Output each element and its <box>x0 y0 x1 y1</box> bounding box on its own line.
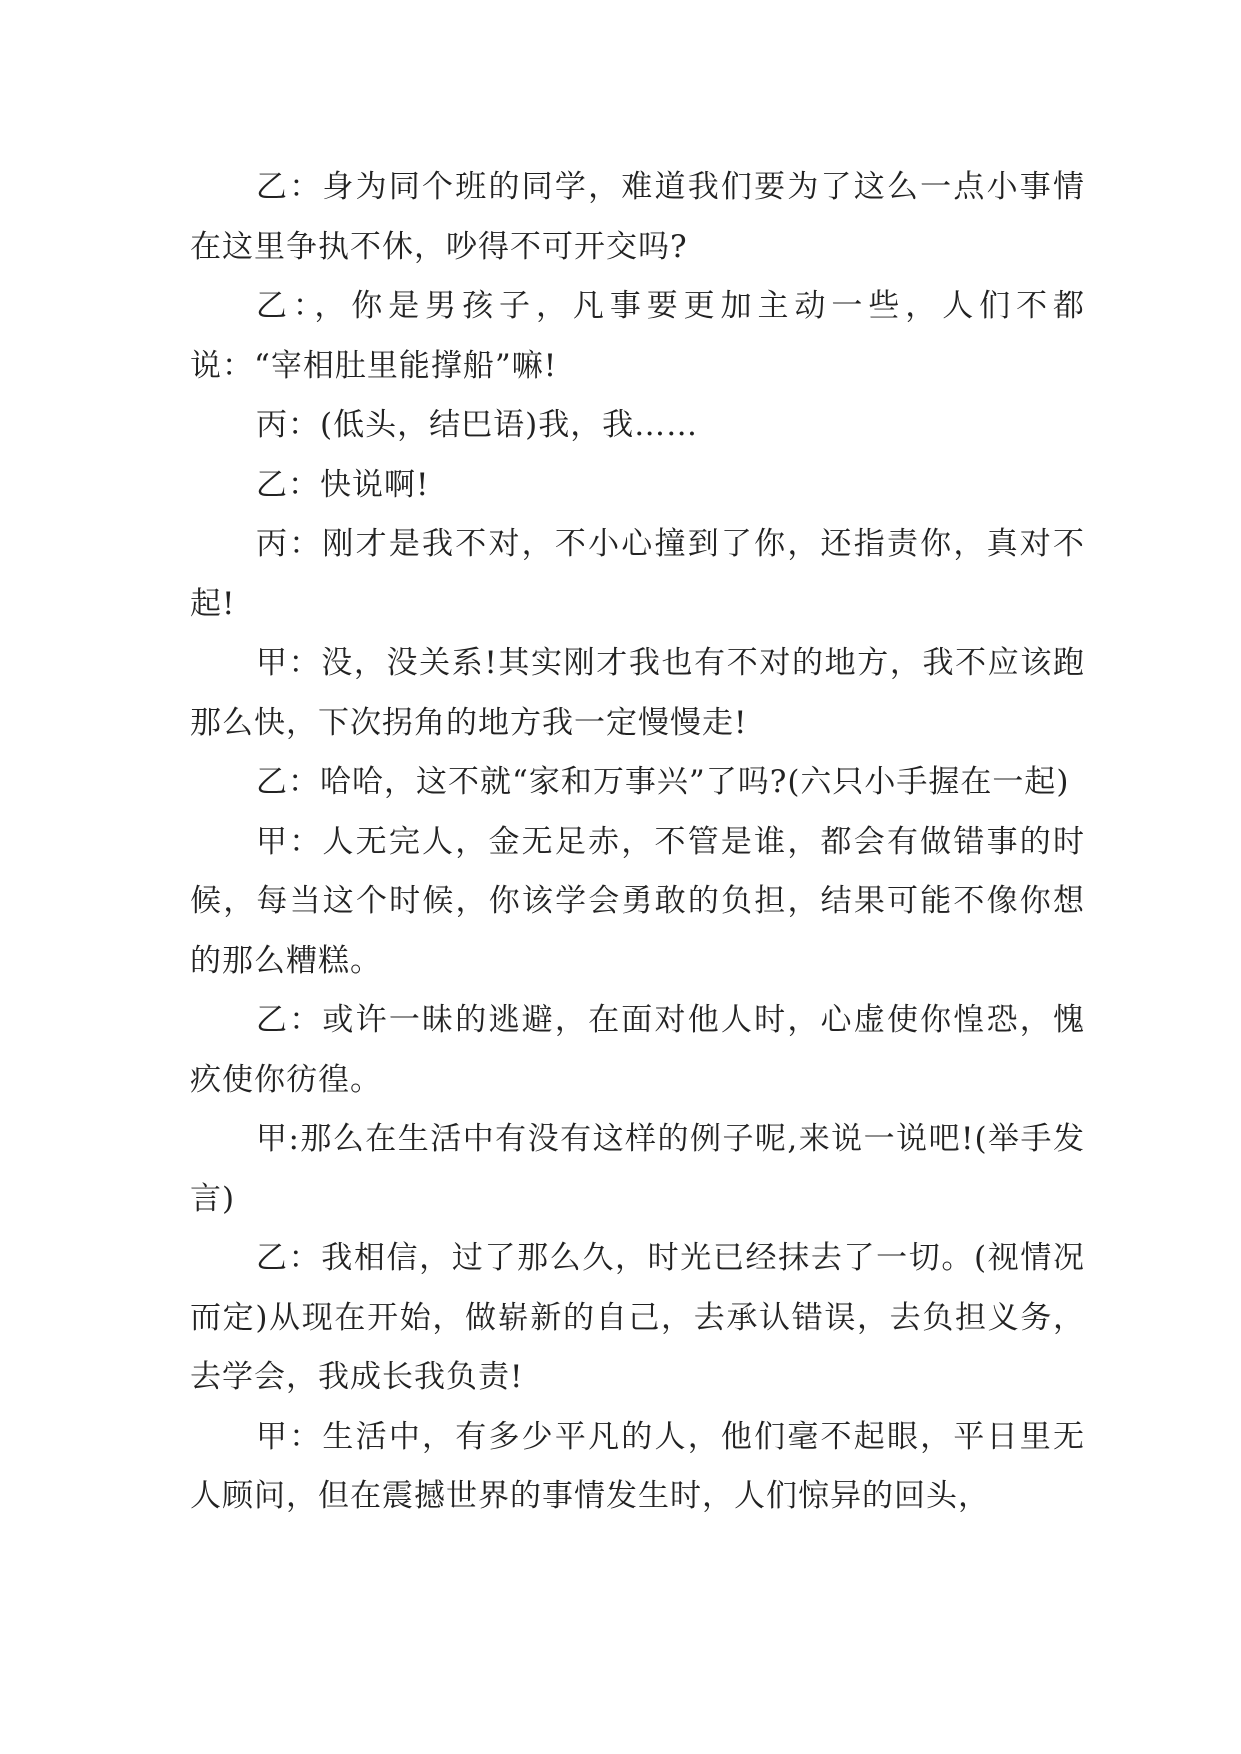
dialogue-paragraph: 乙：身为同个班的同学，难道我们要为了这么一点小事情在这里争执不休，吵得不可开交吗? <box>190 169 1085 265</box>
dialogue-paragraph: 甲:那么在生活中有没有这样的例子呢,来说一说吧!(举手发言) <box>190 1121 1085 1217</box>
dialogue-paragraph: 甲：生活中，有多少平凡的人，他们毫不起眼，平日里无人顾问，但在震撼世界的事情发生时，人们惊异的回头， <box>190 1418 1085 1514</box>
dialogue-paragraph: 乙：哈哈，这不就“家和万事兴”了吗?(六只小手握在一起) <box>256 764 1070 800</box>
dialogue-paragraph: 乙：我相信，过了那么久，时光已经抹去了一切。(视情况而定)从现在开始，做崭新的自己，去承认错误，去负担义务，去学会，我成长我负责! <box>190 1240 1085 1395</box>
dialogue-paragraph: 甲：人无完人，金无足赤，不管是谁，都会有做错事的时候，每当这个时候，你该学会勇敢的负担，结果可能不像你想的那么糟糕。 <box>190 823 1085 979</box>
dialogue-paragraph: 乙：或许一昧的逃避，在面对他人时，心虚使你惶恐，愧疚使你彷徨。 <box>190 1002 1085 1098</box>
dialogue-paragraph: 乙：快说啊! <box>256 466 430 503</box>
dialogue-paragraph: 丙：刚才是我不对，不小心撞到了你，还指责你，真对不起! <box>190 526 1085 622</box>
dialogue-paragraph: 甲：没，没关系!其实刚才我也有不对的地方，我不应该跑那么快，下次拐角的地方我一定慢慢走! <box>190 645 1085 741</box>
dialogue-paragraph: 乙：，你是男孩子，凡事要更加主动一些，人们不都说：“宰相肚里能撑船”嘛! <box>190 288 1085 384</box>
dialogue-paragraph: 丙：(低头，结巴语)我，我…… <box>256 407 699 443</box>
document-body <box>190 158 1085 1527</box>
